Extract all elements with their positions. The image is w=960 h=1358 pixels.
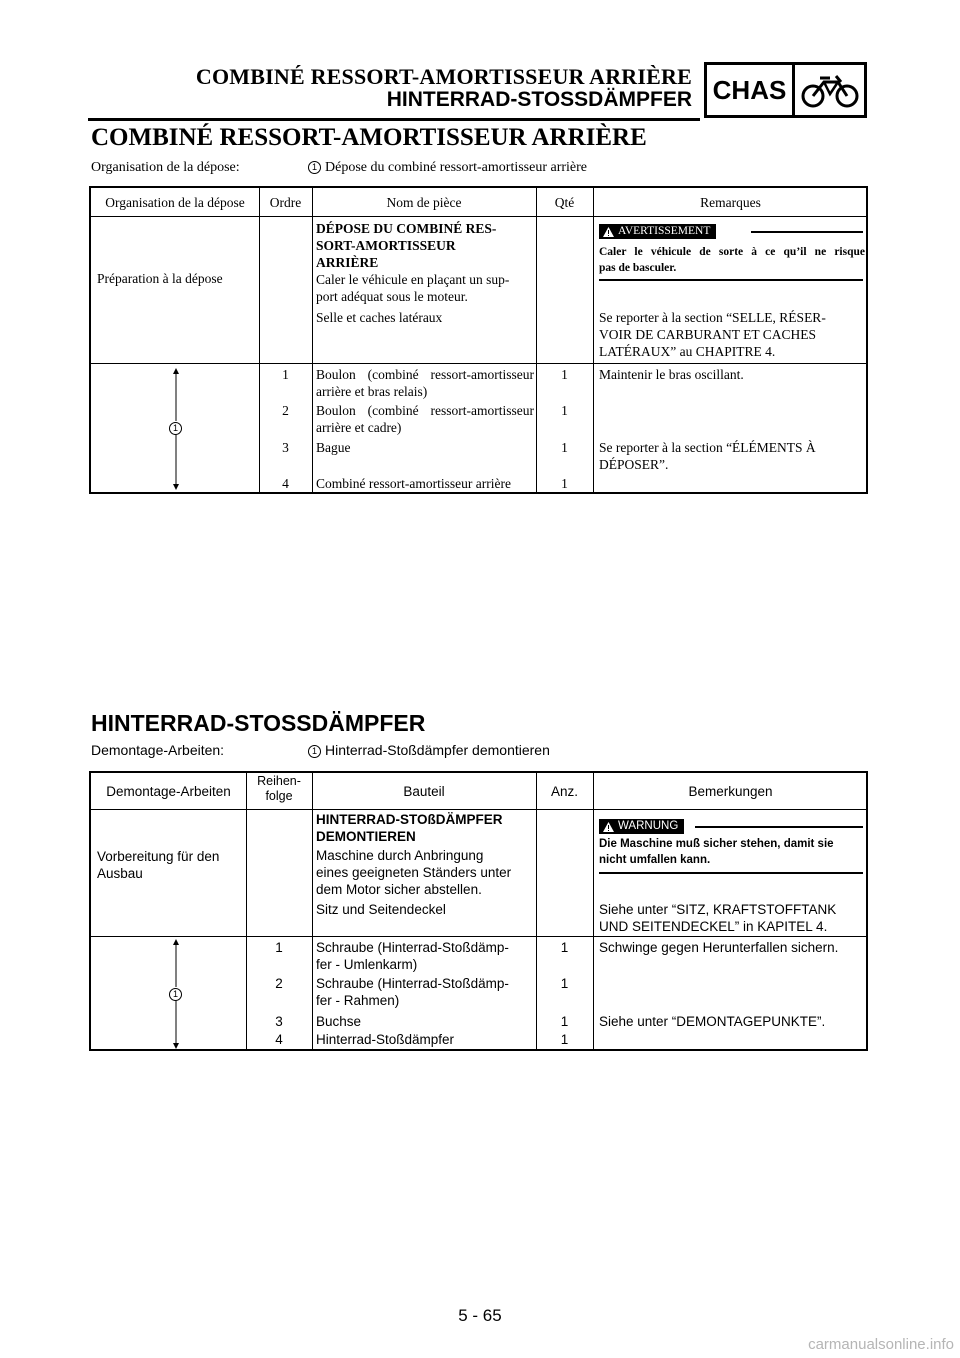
row-qty: 1 <box>560 976 569 991</box>
warning-rule-bottom <box>599 872 863 874</box>
row-part-name: Schraube (Hinterrad-Stoßdämp- fer - Umlenkarm) <box>316 940 509 972</box>
callout-number: 1 <box>308 745 321 758</box>
row-part-name: Boulon (combiné ressort-amortisseur arrière et bras relais) <box>316 367 534 399</box>
col-header: Nom de pièce <box>386 195 462 210</box>
warning-text: Die Maschine muß sicher stehen, damit sie nicht umfallen kann. <box>599 838 834 866</box>
removal-org-fr <box>91 160 588 176</box>
removal-org-value: 1 Hinterrad-Stoßdämpfer demontieren <box>308 742 550 758</box>
prep-step: Caler le véhicule en plaçant un sup- port adéquat sous le moteur. <box>316 272 510 304</box>
warning-badge: AVERTISSEMENT <box>599 224 716 239</box>
removal-table-fr <box>89 186 868 494</box>
removal-org-de <box>91 742 550 758</box>
row-order: 2 <box>282 403 289 418</box>
row-qty: 1 <box>561 367 568 382</box>
prep-label: Vorbereitung für den Ausbau <box>97 849 220 881</box>
col-header: Qté <box>554 195 575 210</box>
removal-org-value: 1 Dépose du combiné ressort-amortisseur arrière <box>308 160 587 176</box>
row-remark: Siehe unter “DEMONTAGEPUNKTE”. <box>599 1014 826 1029</box>
row-order: 1 <box>282 367 289 382</box>
warning-rule <box>695 826 863 828</box>
prep-remark: Siehe unter “SITZ, KRAFTSTOFFTANK UND SEITENDECKEL” in KAPITEL 4. <box>599 902 837 934</box>
col-header: Reihen- folge <box>257 774 301 803</box>
row-order: 2 <box>275 976 283 991</box>
watermark: carmanualsonline.info <box>808 1336 954 1353</box>
warning-badge: WARNUNG <box>599 819 684 834</box>
row-part-name: Hinterrad-Stoßdämpfer <box>316 1032 455 1047</box>
warning-icon <box>603 227 614 237</box>
removal-org-label: Demontage-Arbeiten: <box>91 742 225 758</box>
row-qty: 1 <box>560 1032 569 1047</box>
prep-remark: Se reporter à la section “SELLE, RÉSER- VOIR DE CARBURANT ET CACHES LATÉRAUX” au CHAPITRE 4. <box>599 310 826 359</box>
group-callout: 1 <box>169 421 182 435</box>
row-remark: Schwinge gegen Herunterfallen sichern. <box>599 940 839 955</box>
row-order: 4 <box>275 1032 283 1047</box>
chapter-label: CHAS <box>707 65 795 115</box>
header-title-de: HINTERRAD-STOSSDÄMPFER <box>386 88 692 111</box>
row-qty: 1 <box>561 440 568 455</box>
section-title-fr: COMBINÉ RESSORT-AMORTISSEUR ARRIÈRE <box>91 124 647 151</box>
row-qty: 1 <box>561 403 568 418</box>
row-part-name: Combiné ressort-amortisseur arrière <box>316 476 511 491</box>
prep-heading: DÉPOSE DU COMBINÉ RES- SORT-AMORTISSEUR ARRIÈRE <box>316 221 497 270</box>
col-header: Bauteil <box>403 784 445 799</box>
row-part-name: Buchse <box>316 1014 362 1029</box>
row-part-name: Schraube (Hinterrad-Stoßdämp- fer - Rahmen) <box>316 976 509 1008</box>
row-qty: 1 <box>560 1014 569 1029</box>
row-part-name: Boulon (combiné ressort-amortisseur arrière et cadre) <box>316 403 534 435</box>
warning-header <box>599 224 863 239</box>
prep-label: Préparation à la dépose <box>97 271 223 286</box>
row-remark: Maintenir le bras oscillant. <box>599 367 744 382</box>
prep-step: Maschine durch Anbringung eines geeigneten Ständers unter dem Motor sicher abstellen. <box>316 848 512 897</box>
row-qty: 1 <box>560 940 569 955</box>
col-header: Ordre <box>269 195 302 210</box>
header-rule <box>88 118 700 121</box>
col-header: Demontage-Arbeiten <box>106 784 231 799</box>
motorcycle-icon <box>795 65 864 115</box>
page-number: 5 - 65 <box>458 1306 502 1325</box>
warning-icon <box>603 822 614 832</box>
warning-rule <box>751 231 863 233</box>
header-title-fr: COMBINÉ RESSORT-AMORTISSEUR ARRIÈRE <box>195 64 692 89</box>
removal-table-de <box>89 771 868 1051</box>
warning-header <box>599 819 863 834</box>
prep-step: Sitz und Seitendeckel <box>316 902 446 917</box>
row-remark: Se reporter à la section “ÉLÉMENTS À DÉPOSER”. <box>599 440 816 472</box>
warning-text: Caler le véhicule de sorte à ce qu’il ne risque pas de basculer. <box>599 246 865 274</box>
warning-rule-bottom <box>599 279 863 281</box>
col-header: Bemerkungen <box>688 784 773 799</box>
row-order: 3 <box>275 1014 283 1029</box>
row-order: 4 <box>282 476 289 491</box>
col-header: Remarques <box>700 195 761 210</box>
chapter-badge <box>704 62 867 118</box>
section-title-de: HINTERRAD-STOSSDÄMPFER <box>91 710 426 736</box>
row-order: 1 <box>275 940 283 955</box>
row-part-name: Bague <box>316 440 351 455</box>
callout-number: 1 <box>308 161 321 174</box>
col-header: Anz. <box>550 784 578 799</box>
row-order: 3 <box>282 440 289 455</box>
col-header: Organisation de la dépose <box>105 195 245 210</box>
row-qty: 1 <box>561 476 568 491</box>
prep-heading: HINTERRAD-STOßDÄMPFER DEMONTIEREN <box>316 812 503 844</box>
prep-step: Selle et caches latéraux <box>316 310 443 325</box>
removal-org-label: Organisation de la dépose: <box>91 160 240 175</box>
group-callout: 1 <box>169 987 182 1001</box>
